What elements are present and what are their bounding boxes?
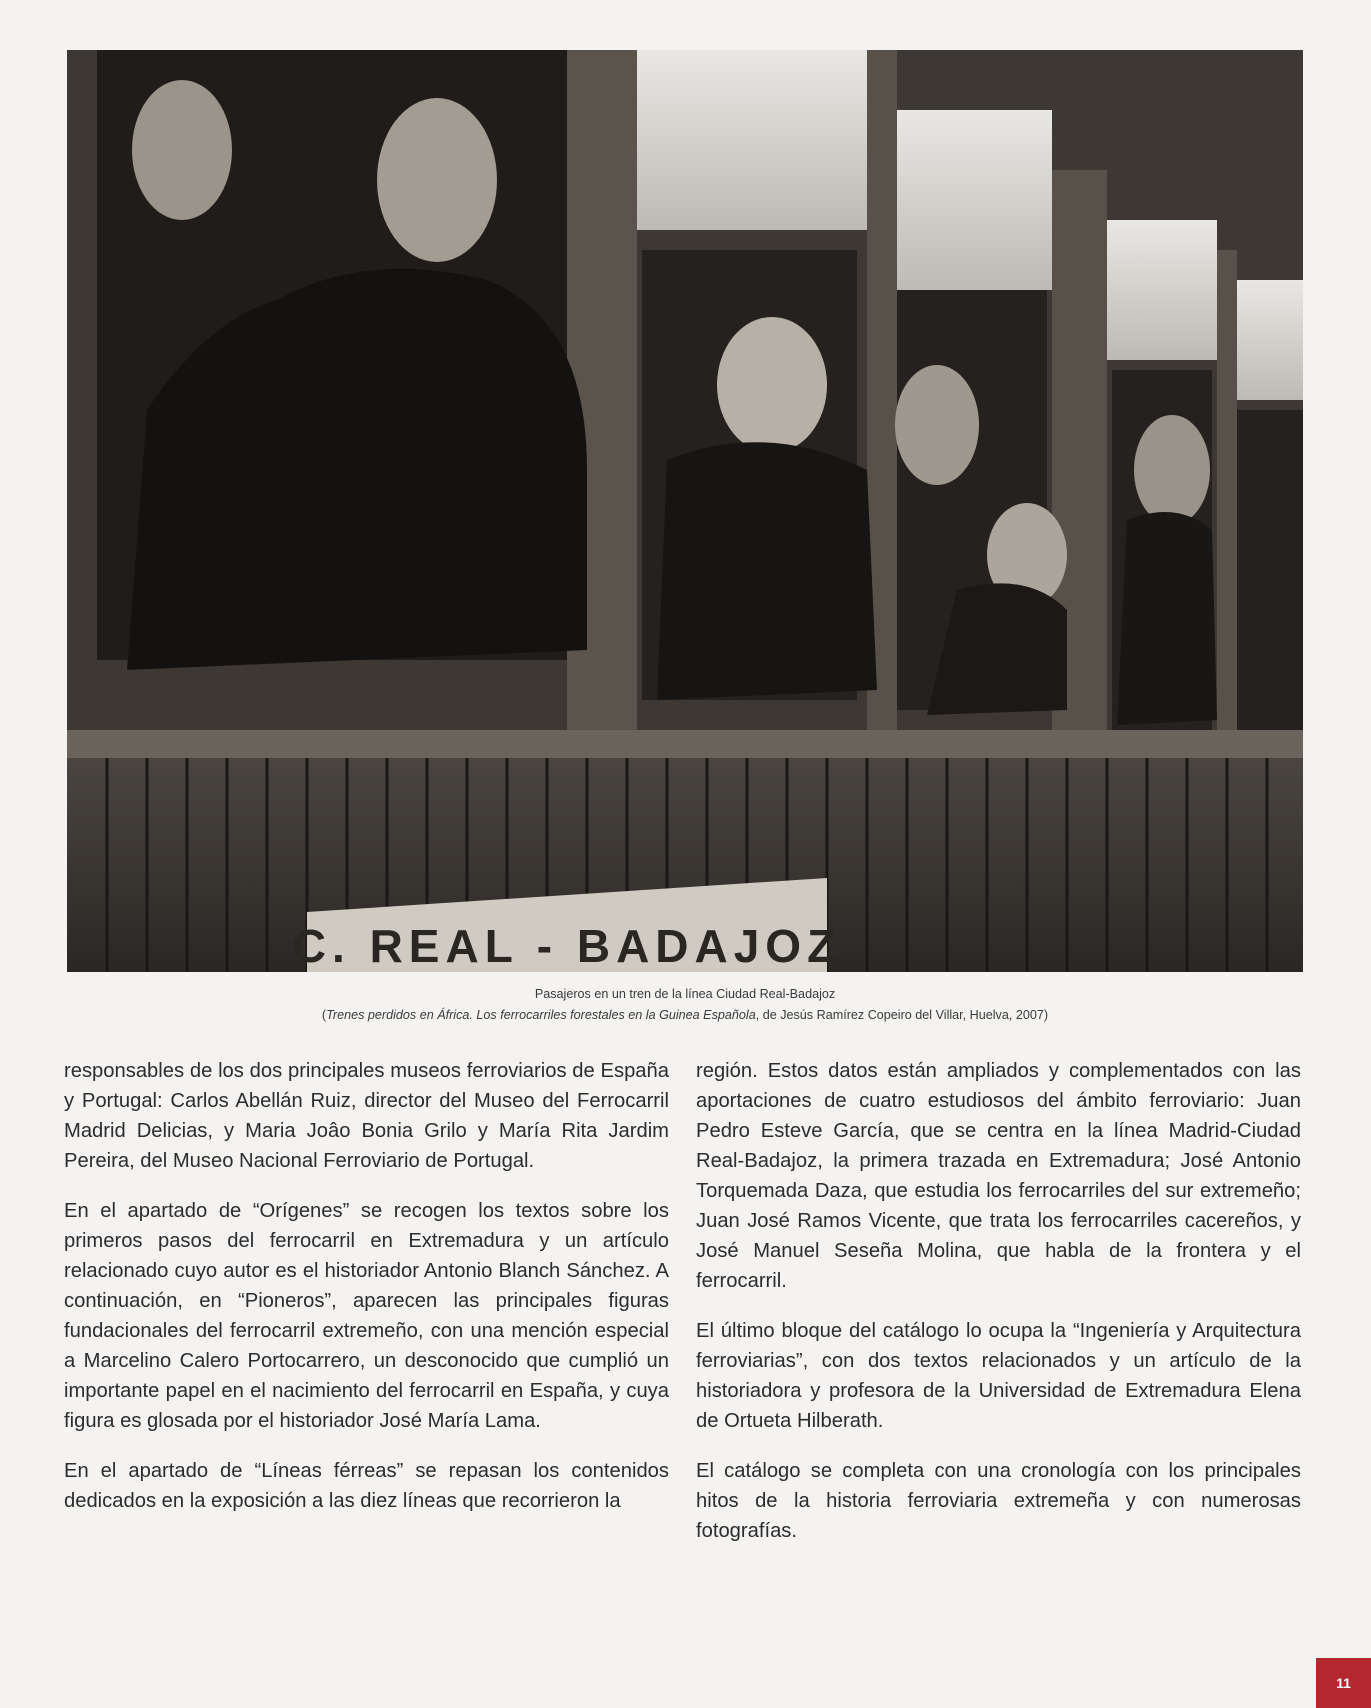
paragraph: El último bloque del catálogo lo ocupa la “Ingeniería y Arquitectura ferroviarias”, con dos textos relacionados y un artículo de la historiadora y profesora de la Universidad de Extremadura Elena de Ortueta Hilberath. (696, 1320, 1301, 1432)
left-text-column (64, 1056, 669, 1536)
page-number: 11 (1336, 1675, 1351, 1691)
caption-book-details: , de Jesús Ramírez Copeiro del Villar, Huelva, 2007) (755, 1008, 1049, 1022)
paragraph: En el apartado de “Orígenes” se recogen los textos sobre los primeros pasos del ferrocarril en Extremadura y un artículo relacionado cuyo autor es el historiador Antonio Blanch Sánchez. A continuación, en “Pioneros”, aparecen las principales figuras fundacionales del ferrocarril extremeño, con una mención especial a Marcelino Calero Portocarrero, un desconocido que cumplió un importante papel en el nacimiento del ferrocarril en España, y cuya figura es glosada por el historiador José María Lama. (64, 1200, 669, 1432)
photo-illustration (67, 50, 1303, 972)
paragraph: El catálogo se completa con una cronología con los principales hitos de la historia ferroviaria extremeña y con numerosas fotografías. (696, 1460, 1301, 1542)
paragraph: responsables de los dos principales museos ferroviarios de España y Portugal: Carlos Abellán Ruiz, director del Museo del Ferrocarril Madrid Delicias, y Maria Joâo Bonia Grilo y María Rita Jardim Pereira, del Museo Nacional Ferroviario de Portugal. (64, 1060, 669, 1172)
caption-source: (Trenes perdidos en África. Los ferrocarriles forestales en la Guinea Española, de Jesús Ramírez Copeiro del Villar, Huelva, 2007) (321, 1008, 1049, 1022)
right-text-column (696, 1056, 1301, 1566)
destination-sign-text: C. REAL - BADAJOZ (292, 920, 842, 972)
caption-book-title: Trenes perdidos en África. Los ferrocarriles forestales en la Guinea Española (326, 1008, 756, 1022)
paragraph: En el apartado de “Líneas férreas” se repasan los contenidos dedicados en la exposición a las diez líneas que recorrieron la (64, 1460, 669, 1512)
train-passengers-photo (67, 50, 1303, 972)
page-number-tab (1316, 1658, 1371, 1708)
photo-caption (67, 984, 1303, 1026)
caption-title: Pasajeros en un tren de la línea Ciudad Real-Badajoz (534, 987, 836, 1001)
paragraph: región. Estos datos están ampliados y complementados con las aportaciones de cuatro estudiosos del ámbito ferroviario: Juan Pedro Esteve García, que se centra en la línea Madrid-Ciudad Real-Badajoz, la primera trazada en Extremadura; José Antonio Torquemada Daza, que estudia los ferrocarriles del sur extremeño; Juan José Ramos Vicente, que trata los ferrocarriles cacereños, y José Manuel Seseña Molina, que habla de la frontera y el ferrocarril. (696, 1060, 1301, 1292)
